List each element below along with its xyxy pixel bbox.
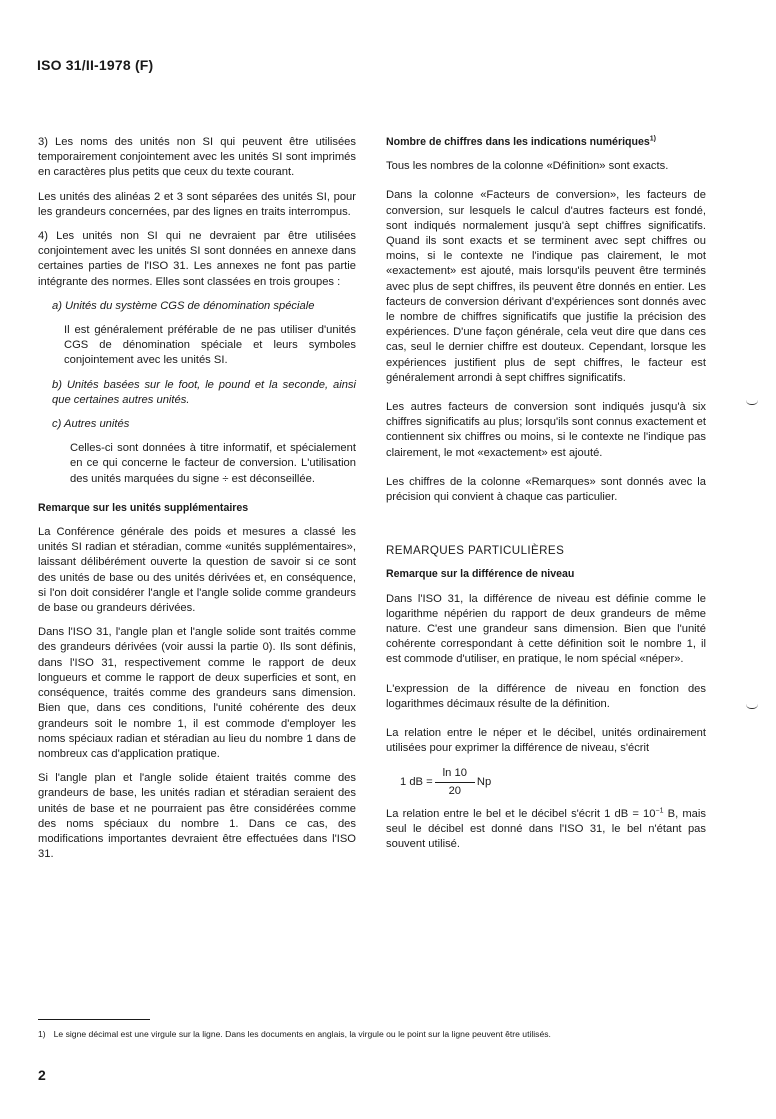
paragraph: Les chiffres de la colonne «Remarques» sont donnés avec la précision qui convient à chaque cas particulier. bbox=[386, 475, 706, 504]
paragraph: L'expression de la différence de niveau en fonction des logarithmes décimaux résulte de la définition. bbox=[386, 682, 706, 710]
text-run: B, mais seul le décibel est donné dans l'ISO 31, le bel n'étant pas souvent utilisé. bbox=[386, 807, 706, 851]
formula-unit: Np bbox=[476, 775, 492, 788]
sub-heading: Remarque sur la différence de niveau bbox=[386, 568, 575, 581]
left-column bbox=[38, 135, 356, 871]
exponent: −1 bbox=[655, 807, 664, 815]
paragraph: 4) Les unités non SI qui ne devraient par être utilisées conjointement avec les unités SI sont données en annexe dans certaines parties de l'ISO 31. Les annexes ne font pas partie intégrante des normes. Elles sont classées en trois groupes : bbox=[38, 230, 356, 288]
document-header: ISO 31/II-1978 (F) bbox=[37, 57, 154, 73]
list-item-b-title: b) Unités basées sur le foot, le pound et la seconde, ainsi que certaines autres unités. bbox=[52, 378, 356, 406]
paragraph: Tous les nombres de la colonne «Définition» sont exacts. bbox=[386, 160, 669, 173]
paragraph: Dans la colonne «Facteurs de conversion», les facteurs de conversion, sur lesquels le calcul d'autres facteurs est fondé, sont indiqués normalement jusqu'à sept chiffres significatifs. Quand ils sont exacts et se terminent avec sept chiffres ou moins, si le contexte ne l'indique pas clairement, le mot «exactement» est ajouté, mais lorsqu'ils peuvent être terminés avec plus de sept chiffres, ils peuvent être donnés en entier. Les facteurs de conversion dérivant d'expériences sont donnés avec le nombre de chiffres significatifs que justifie la précision des expériences. D'une façon générale, cela veut dire que dans ces cas, seul le dernier chiffre est douteux. Cependant, lorsque les expériences justifient plus de sept chiffres, le facteur est généralement arrondi à sept chiffres significatifs. bbox=[386, 189, 706, 384]
paragraph: Les autres facteurs de conversion sont indiqués jusqu'à six chiffres significatifs au plus; lorsqu'ils sont connus exactement et contiennent six chiffres ou moins, si le contexte ne l'indique pas clairement, le mot «exactement» est ajouté. bbox=[386, 401, 706, 459]
paragraph: Si l'angle plan et l'angle solide étaient traités comme des grandeurs de base, les unités radian et stéradian seraient des unités de base et ne pourraient pas être considérées comme des noms spéciaux du nombre 1. Dans ce cas, des modifications importantes devraient être effectuées dans l'ISO 31. bbox=[38, 772, 356, 861]
list-item-c-title: c) Autres unités bbox=[52, 418, 130, 431]
footnote-ref: 1) bbox=[649, 135, 656, 143]
section-heading bbox=[386, 135, 706, 150]
formula-numerator: ln 10 bbox=[435, 766, 475, 783]
paragraph: La Conférence générale des poids et mesures a classé les unités SI radian et stéradian, comme «unités supplémentaires», laissant délibérément ouverte la question de savoir si ce sont des unités de base ou des unités dérivées et, en conséquence, si l'on doit considérer l'angle et l'angle solide comme grandeurs de base ou grandeurs dérivées. bbox=[38, 526, 356, 615]
margin-mark bbox=[746, 400, 758, 405]
right-column bbox=[386, 135, 706, 862]
section-heading: REMARQUES PARTICULIÈRES bbox=[386, 544, 565, 558]
paragraph: La relation entre le néper et le décibel, unités ordinairement utilisées pour exprimer la différence de niveau, s'écrit bbox=[386, 727, 706, 755]
paragraph: 3) Les noms des unités non SI qui peuvent être utilisées temporairement conjointement avec les unités SI sont imprimés en caractères plus petits que ceux du texte courant. bbox=[38, 136, 356, 179]
section-heading: Remarque sur les unités supplémentaires bbox=[38, 501, 249, 514]
list-item-c-text: Celles-ci sont données à titre informatif, et spécialement en ce qui concerne le facteur de conversion. L'utilisation des unités marquées du signe ÷ est déconseillée. bbox=[70, 442, 356, 485]
footnote-text: Le signe décimal est une virgule sur la ligne. Dans les documents en anglais, la virgule ou le point sur la ligne peuvent être utilisés. bbox=[53, 1029, 551, 1039]
footnote-divider bbox=[38, 1019, 150, 1020]
formula bbox=[400, 766, 706, 799]
paragraph: Dans l'ISO 31, l'angle plan et l'angle solide sont traités comme des grandeurs dérivées (voir aussi la partie 0). Ils sont définis, dans l'ISO 31, respectivement comme le rapport de deux longueurs et comme le rapport de deux superficies et sont, en conséquence, traités comme des grandeurs sans dimension. Bien que, dans ces conditions, l'unité cohérente des deux grandeurs soit le nombre 1, il est commode d'employer les noms spéciaux radian et stéradian au lieu du nombre 1 dans de nombreux cas d'application pratique. bbox=[38, 626, 356, 760]
footnote-mark: 1) bbox=[38, 1029, 46, 1039]
formula-lhs: 1 dB = bbox=[400, 775, 433, 788]
footnote bbox=[38, 1029, 551, 1039]
paragraph: Les unités des alinéas 2 et 3 sont séparées des unités SI, pour les grandeurs concernées, par des lignes en traits interrompus. bbox=[38, 190, 356, 218]
list-item-a-title: a) Unités du système CGS de dénomination spéciale bbox=[52, 299, 315, 312]
text-run: La relation entre le bel et le décibel s'écrit 1 dB = 10 bbox=[386, 807, 656, 820]
list-item-a-text: Il est généralement préférable de ne pas utiliser d'unités CGS de dénomination spéciale et leurs symboles conjointement avec les unités SI. bbox=[64, 324, 356, 367]
paragraph: Dans l'ISO 31, la différence de niveau est définie comme le logarithme népérien du rapport de deux grandeurs de même nature. C'est une grandeur sans dimension. Bien que l'unité cohérente correspondant à cette définition soit le nombre 1, il est commode d'utiliser, en pratique, le nom spécial «néper». bbox=[386, 592, 706, 666]
margin-mark bbox=[746, 704, 758, 709]
heading-text: Nombre de chiffres dans les indications numériques bbox=[386, 136, 650, 148]
page-number: 2 bbox=[38, 1067, 46, 1083]
paragraph bbox=[386, 807, 706, 853]
formula-denominator: 20 bbox=[448, 784, 462, 797]
formula-fraction bbox=[435, 766, 475, 799]
